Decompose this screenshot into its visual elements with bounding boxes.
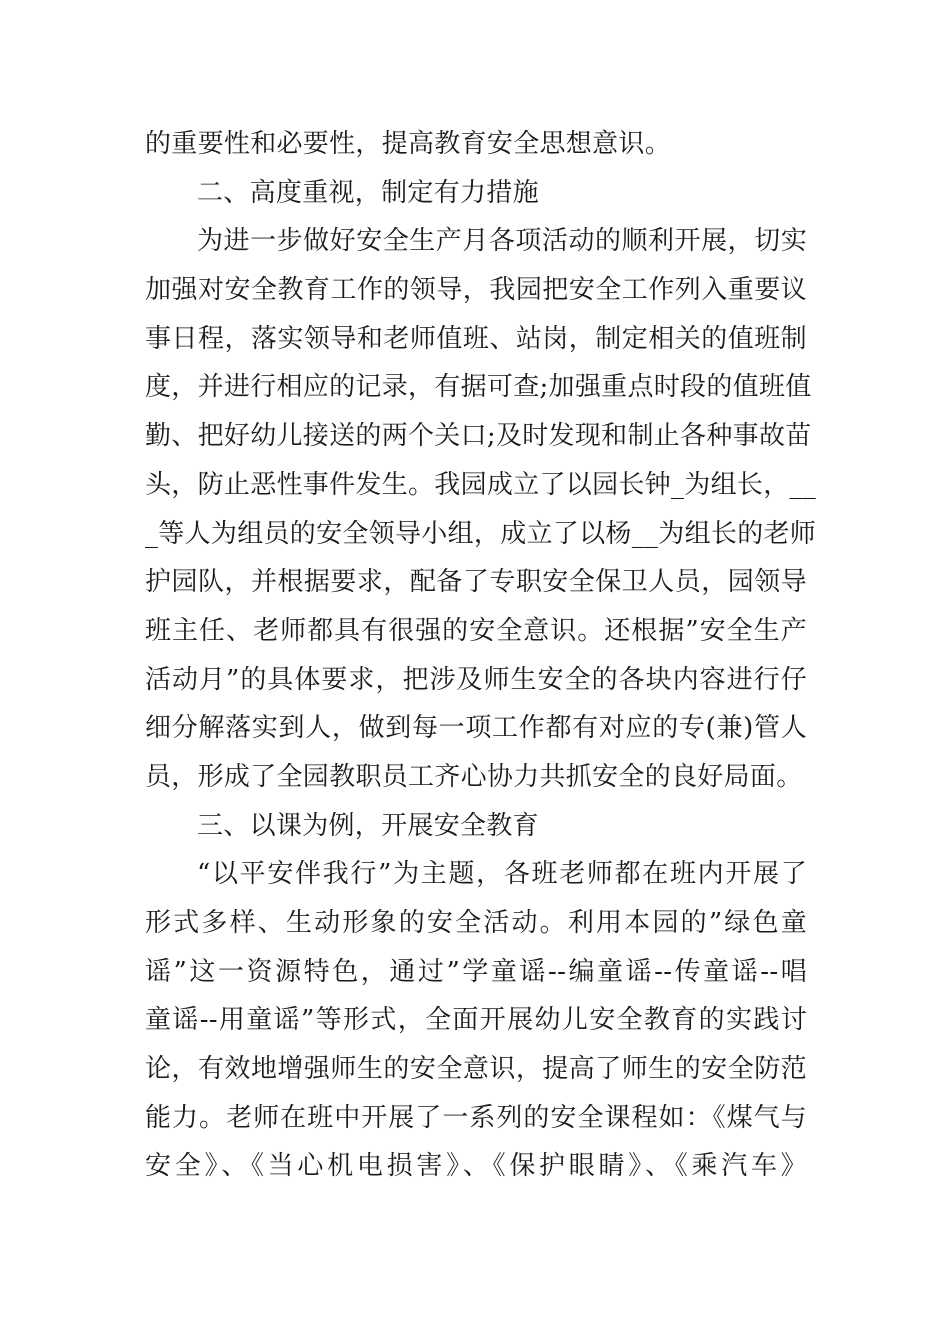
body-line: 头，防止恶性事件发生。我园成立了以园长钟_为组长，__ bbox=[145, 469, 817, 500]
body-line: 论，有效地增强师生的安全意识，提高了师生的安全防范 bbox=[145, 1054, 807, 1085]
document-page bbox=[145, 120, 817, 1191]
body-line: 活动月”的具体要求，把涉及师生安全的各块内容进行仔 bbox=[145, 664, 807, 695]
body-line: 加强对安全教育工作的领导，我园把安全工作列入重要议 bbox=[145, 275, 807, 306]
body-line: 童谣--用童谣”等形式，全面开展幼儿安全教育的实践讨 bbox=[145, 1005, 807, 1036]
body-line: 安全》、《当心机电损害》、《保护眼睛》、《乘汽车》 bbox=[145, 1151, 807, 1182]
body-line: 事日程，落实领导和老师值班、站岗，制定相关的值班制 bbox=[145, 323, 807, 354]
body-line: 的重要性和必要性，提高教育安全思想意识。 bbox=[145, 129, 672, 159]
body-line: 护园队，并根据要求，配备了专职安全保卫人员，园领导 bbox=[145, 567, 807, 598]
body-line: 谣”这一资源特色，通过”学童谣--编童谣--传童谣--唱 bbox=[145, 956, 807, 987]
body-line: 班主任、老师都具有很强的安全意识。还根据”安全生产 bbox=[145, 615, 807, 646]
body-line: _等人为组员的安全领导小组，成立了以杨__为组长的老师 bbox=[145, 518, 817, 549]
body-line: “以平安伴我行”为主题，各班老师都在班内开展了 bbox=[197, 859, 807, 890]
body-line: 形式多样、生动形象的安全活动。利用本园的”绿色童 bbox=[145, 908, 807, 938]
section-heading: 三、以课为例，开展安全教育 bbox=[197, 810, 539, 841]
body-line: 能力。老师在班中开展了一系列的安全课程如：《煤气与 bbox=[145, 1102, 807, 1133]
body-line: 为进一步做好安全生产月各项活动的顺利开展，切实 bbox=[197, 226, 807, 257]
section-heading: 二、高度重视，制定有力措施 bbox=[197, 177, 539, 208]
body-line: 员，形成了全园教职员工齐心协力共抓安全的良好局面。 bbox=[145, 761, 803, 792]
body-line: 勤、把好幼儿接送的两个关口;及时发现和制止各种事故苗 bbox=[145, 421, 812, 452]
body-line: 细分解落实到人，做到每一项工作都有对应的专(兼)管人 bbox=[145, 713, 807, 744]
body-line: 度，并进行相应的记录，有据可查;加强重点时段的值班值 bbox=[145, 372, 812, 403]
